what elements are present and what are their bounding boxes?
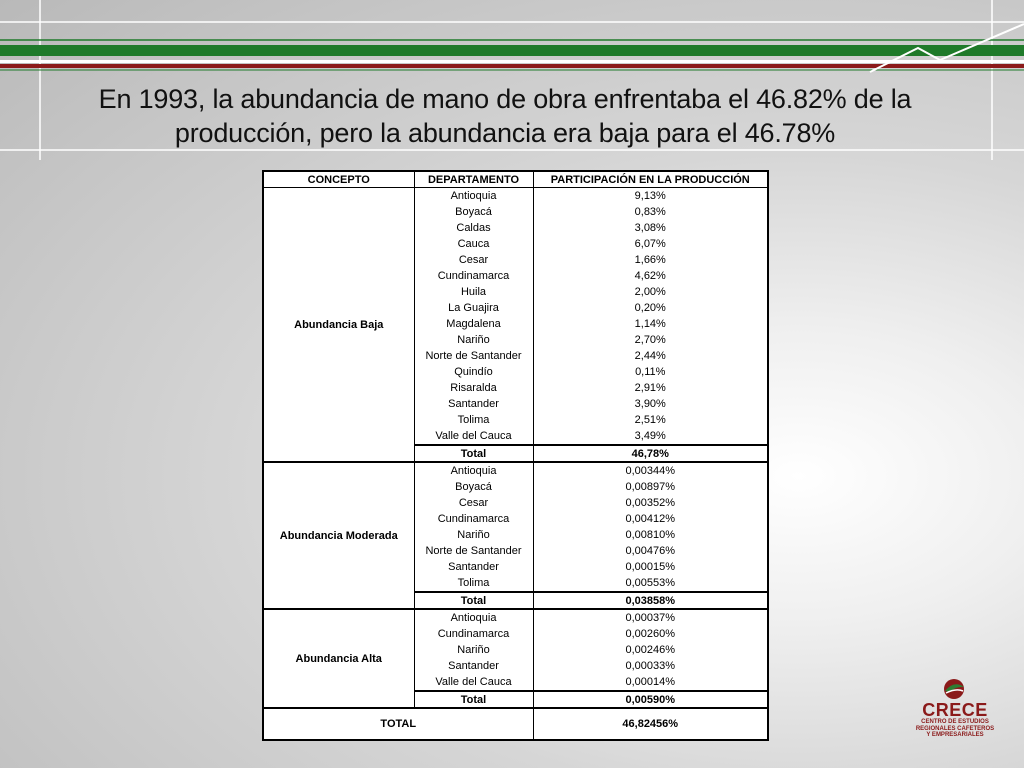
slide-title-line-1: En 1993, la abundancia de mano de obra enfrentaba el 46.82% de la [98, 84, 912, 114]
participation-cell: 2,51% [533, 412, 768, 428]
participation-cell: 0,00037% [533, 609, 768, 626]
department-cell: Cesar [414, 495, 533, 511]
production-table-container [262, 170, 769, 741]
participation-cell: 0,00246% [533, 642, 768, 658]
department-cell: Norte de Santander [414, 543, 533, 559]
participation-cell: 3,08% [533, 220, 768, 236]
header-departamento: DEPARTAMENTO [414, 171, 533, 188]
participation-cell: 3,90% [533, 396, 768, 412]
participation-cell: 0,20% [533, 300, 768, 316]
participation-cell: 0,00344% [533, 462, 768, 479]
participation-cell: 0,00476% [533, 543, 768, 559]
department-cell: Cundinamarca [414, 511, 533, 527]
participation-cell: 0,83% [533, 204, 768, 220]
department-cell: Caldas [414, 220, 533, 236]
participation-cell: 1,66% [533, 252, 768, 268]
logo-subtitle-line-1: CENTRO DE ESTUDIOS [921, 719, 989, 725]
department-cell: Antioquia [414, 462, 533, 479]
grand-total-value: 46,82456% [533, 708, 768, 740]
department-cell: Santander [414, 559, 533, 575]
participation-cell: 0,00033% [533, 658, 768, 674]
department-cell: Cundinamarca [414, 626, 533, 642]
department-cell: Boyacá [414, 479, 533, 495]
subtotal-value: 0,00590% [533, 691, 768, 708]
department-cell: Cundinamarca [414, 268, 533, 284]
department-cell: Magdalena [414, 316, 533, 332]
department-cell: Nariño [414, 332, 533, 348]
department-cell: Cauca [414, 236, 533, 252]
subtotal-value: 46,78% [533, 445, 768, 462]
department-cell: La Guajira [414, 300, 533, 316]
department-cell: Antioquia [414, 188, 533, 205]
subtotal-label: Total [414, 445, 533, 462]
department-cell: Tolima [414, 412, 533, 428]
participation-cell: 2,91% [533, 380, 768, 396]
department-cell: Nariño [414, 527, 533, 543]
participation-cell: 4,62% [533, 268, 768, 284]
crece-logo-text: CRECE [922, 700, 988, 720]
participation-cell: 2,70% [533, 332, 768, 348]
table-row [263, 609, 768, 626]
subtotal-label: Total [414, 691, 533, 708]
slide-title-line-2: producción, pero la abundancia era baja para el 46.78% [174, 118, 836, 148]
department-cell: Huila [414, 284, 533, 300]
department-cell: Quindío [414, 364, 533, 380]
subtotal-value: 0,03858% [533, 592, 768, 609]
department-cell: Antioquia [414, 609, 533, 626]
participation-cell: 0,00897% [533, 479, 768, 495]
production-table [262, 170, 769, 741]
slide-title [40, 82, 970, 150]
participation-cell: 2,44% [533, 348, 768, 364]
table-row [263, 188, 768, 205]
header-participacion: PARTICIPACIÓN EN LA PRODUCCIÓN [533, 171, 768, 188]
department-cell: Valle del Cauca [414, 674, 533, 691]
department-cell: Nariño [414, 642, 533, 658]
department-cell: Valle del Cauca [414, 428, 533, 445]
department-cell: Cesar [414, 252, 533, 268]
participation-cell: 0,00014% [533, 674, 768, 691]
concept-cell: Abundancia Alta [263, 609, 414, 708]
participation-cell: 6,07% [533, 236, 768, 252]
participation-cell: 0,00015% [533, 559, 768, 575]
department-cell: Tolima [414, 575, 533, 592]
grand-total-row [263, 708, 768, 740]
department-cell: Santander [414, 658, 533, 674]
concept-cell: Abundancia Moderada [263, 462, 414, 609]
department-cell: Santander [414, 396, 533, 412]
participation-cell: 2,00% [533, 284, 768, 300]
subtotal-label: Total [414, 592, 533, 609]
logo-subtitle-line-2: REGIONALES CAFETEROS [915, 725, 995, 732]
participation-cell: 0,00412% [533, 511, 768, 527]
header-concepto: CONCEPTO [263, 171, 414, 188]
department-cell: Risaralda [414, 380, 533, 396]
participation-cell: 0,11% [533, 364, 768, 380]
logo-subtitle-line-3: Y EMPRESARIALES [926, 732, 984, 738]
concept-cell: Abundancia Baja [263, 188, 414, 463]
participation-cell: 0,00352% [533, 495, 768, 511]
table-header-row [263, 171, 768, 188]
participation-cell: 0,00553% [533, 575, 768, 592]
participation-cell: 9,13% [533, 188, 768, 205]
participation-cell: 0,00810% [533, 527, 768, 543]
participation-cell: 1,14% [533, 316, 768, 332]
table-row [263, 462, 768, 479]
department-cell: Norte de Santander [414, 348, 533, 364]
participation-cell: 3,49% [533, 428, 768, 445]
grand-total-label: TOTAL [263, 708, 533, 740]
crece-logo-subtitle [914, 719, 996, 739]
participation-cell: 0,00260% [533, 626, 768, 642]
department-cell: Boyacá [414, 204, 533, 220]
